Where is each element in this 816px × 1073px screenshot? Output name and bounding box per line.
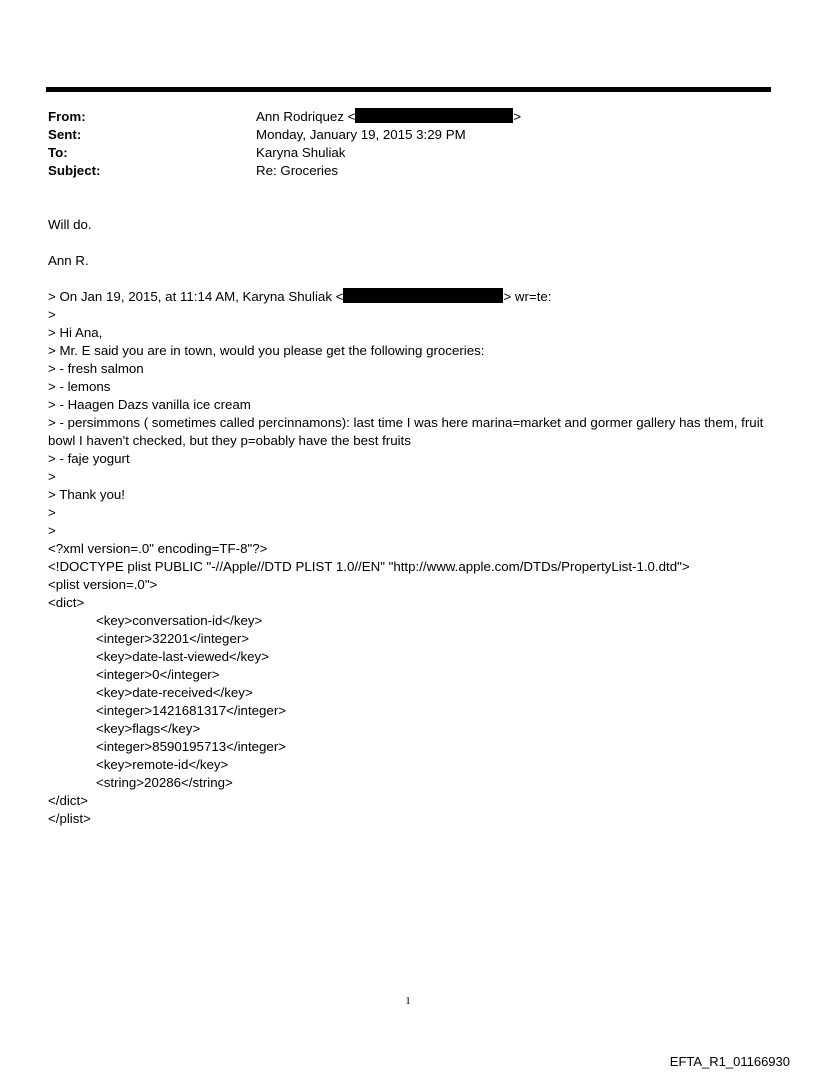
from-label: From: bbox=[48, 109, 86, 124]
plist-line: </dict> bbox=[48, 793, 88, 808]
bates-number: EFTA_R1_01166930 bbox=[669, 1054, 790, 1069]
to-value: Karyna Shuliak bbox=[256, 145, 346, 160]
header-rule bbox=[46, 87, 771, 92]
plist-line: <key>conversation-id</key> bbox=[96, 613, 263, 628]
page-number: 1 bbox=[405, 995, 411, 1007]
quote-line: > - faje yogurt bbox=[48, 451, 130, 466]
email-body bbox=[48, 216, 773, 828]
from-value bbox=[256, 108, 748, 126]
signature: Ann R. bbox=[48, 253, 89, 268]
sent-row bbox=[48, 126, 748, 144]
quote-line: > bbox=[48, 469, 56, 484]
quote-line: > Mr. E said you are in town, would you please get the following groceries: bbox=[48, 343, 485, 358]
sent-value: Monday, January 19, 2015 3:29 PM bbox=[256, 127, 466, 142]
email-header bbox=[48, 108, 748, 180]
plist-line: <integer>0</integer> bbox=[96, 667, 220, 682]
redaction-box bbox=[355, 108, 513, 123]
sent-label: Sent: bbox=[48, 127, 82, 142]
to-row bbox=[48, 144, 748, 162]
from-row bbox=[48, 108, 748, 126]
plist-line: <key>date-received</key> bbox=[96, 685, 253, 700]
quote-line: > - fresh salmon bbox=[48, 361, 144, 376]
quote-line: > - Haagen Dazs vanilla ice cream bbox=[48, 397, 251, 412]
to-label: To: bbox=[48, 145, 68, 160]
subject-row bbox=[48, 162, 748, 180]
plist-line: <dict> bbox=[48, 595, 85, 610]
plist-line: <key>remote-id</key> bbox=[96, 757, 229, 772]
quote-line: > bbox=[48, 505, 56, 520]
plist-line: <key>flags</key> bbox=[96, 721, 201, 736]
subject-label: Subject: bbox=[48, 163, 101, 178]
plist-line: <!DOCTYPE plist PUBLIC "-//Apple//DTD PLIST 1.0//EN" "http://www.apple.com/DTDs/PropertyList-1.0.dtd"> bbox=[48, 559, 690, 574]
quote-line: > Thank you! bbox=[48, 487, 126, 502]
plist-line: <string>20286</string> bbox=[96, 775, 233, 790]
quote-intro: > On Jan 19, 2015, at 11:14 AM, Karyna Shuliak < > wr=te: bbox=[48, 289, 552, 304]
quote-line: > bbox=[48, 307, 56, 322]
plist-line: <integer>1421681317</integer> bbox=[96, 703, 287, 718]
plist-line: <integer>8590195713</integer> bbox=[96, 739, 287, 754]
plist-line: <key>date-last-viewed</key> bbox=[96, 649, 269, 664]
quote-line: > - lemons bbox=[48, 379, 111, 394]
plist-line: </plist> bbox=[48, 811, 91, 826]
plist-line: <integer>32201</integer> bbox=[96, 631, 250, 646]
reply-line: Will do. bbox=[48, 217, 92, 232]
plist-line: <?xml version=.0" encoding=TF-8"?> bbox=[48, 541, 268, 556]
from-name: Ann Rodriquez < bbox=[256, 109, 356, 124]
quote-line: > Hi Ana, bbox=[48, 325, 103, 340]
subject-value: Re: Groceries bbox=[256, 163, 339, 178]
from-close: > bbox=[513, 109, 522, 124]
quote-line: > bbox=[48, 523, 56, 538]
quote-line: > - persimmons ( sometimes called percinnamons): last time I was here marina=market and gormer gallery has them, fruit bowl I haven't checked, but they p=obably have the best fruits bbox=[48, 415, 764, 448]
plist-line: <plist version=.0"> bbox=[48, 577, 158, 592]
redaction-box bbox=[343, 288, 503, 303]
